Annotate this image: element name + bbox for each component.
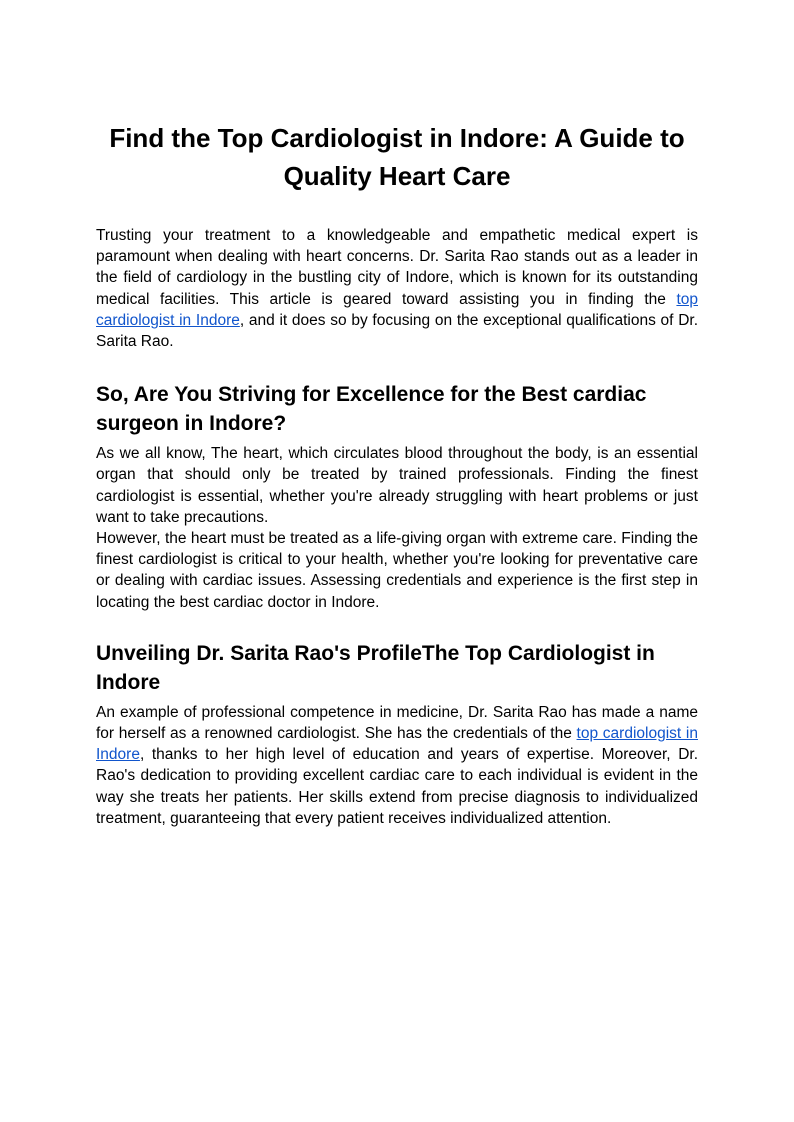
top-cardiologist-link[interactable]: top cardiologist in Indore [96,290,698,329]
intro-text-before-link: Trusting your treatment to a knowledgeable and empathetic medical expert is paramount when dealing with heart concerns. Dr. Sarita Rao stands out as a leader in the field of cardiology in the bustling city of Indore, which is known for its outstanding medical facilities. This article is geared toward assisting you in finding the [96,227,698,308]
section2-paragraph [96,702,698,829]
top-cardiologist-link-2[interactable]: top cardiologist in Indore [96,725,698,764]
intro-text-after-link: , and it does so by focusing on the exceptional qualifications of Dr. Sarita Rao. [96,311,698,351]
page-title: Find the Top Cardiologist in Indore: A Guide to Quality Heart Care [109,123,685,191]
section1-heading: So, Are You Striving for Excellence for the Best cardiac surgeon in Indore? [96,383,647,436]
section2-text-before-link: An example of professional competence in medicine, Dr. Sarita Rao has made a name for herself as a renowned cardiologist. She has the credentials of the [96,703,698,743]
intro-paragraph [96,225,698,352]
section2-text-after-link: , thanks to her high level of education and years of expertise. Moreover, Dr. Rao's dedication to providing excellent cardiac care to each individual is evident in the way she treats her patients. Her skills extend from precise diagnosis to individualized treatment, guaranteeing that every patient receives individualized attention. [96,746,698,827]
section1-paragraph-1: As we all know, The heart, which circulates blood throughout the body, is an essential organ that should only be treated by trained professionals. Finding the finest cardiologist is essential, whether you're already struggling with heart problems or just want to take precautions. [96,445,698,526]
section1-paragraph-2: However, the heart must be treated as a life-giving organ with extreme care. Finding the finest cardiologist is critical to your health, whether you're looking for preventative care or dealing with cardiac issues. Assessing credentials and experience is the first step in locating the best cardiac doctor in Indore. [96,530,698,611]
section2-heading: Unveiling Dr. Sarita Rao's ProfileThe Top Cardiologist in Indore [96,641,655,694]
